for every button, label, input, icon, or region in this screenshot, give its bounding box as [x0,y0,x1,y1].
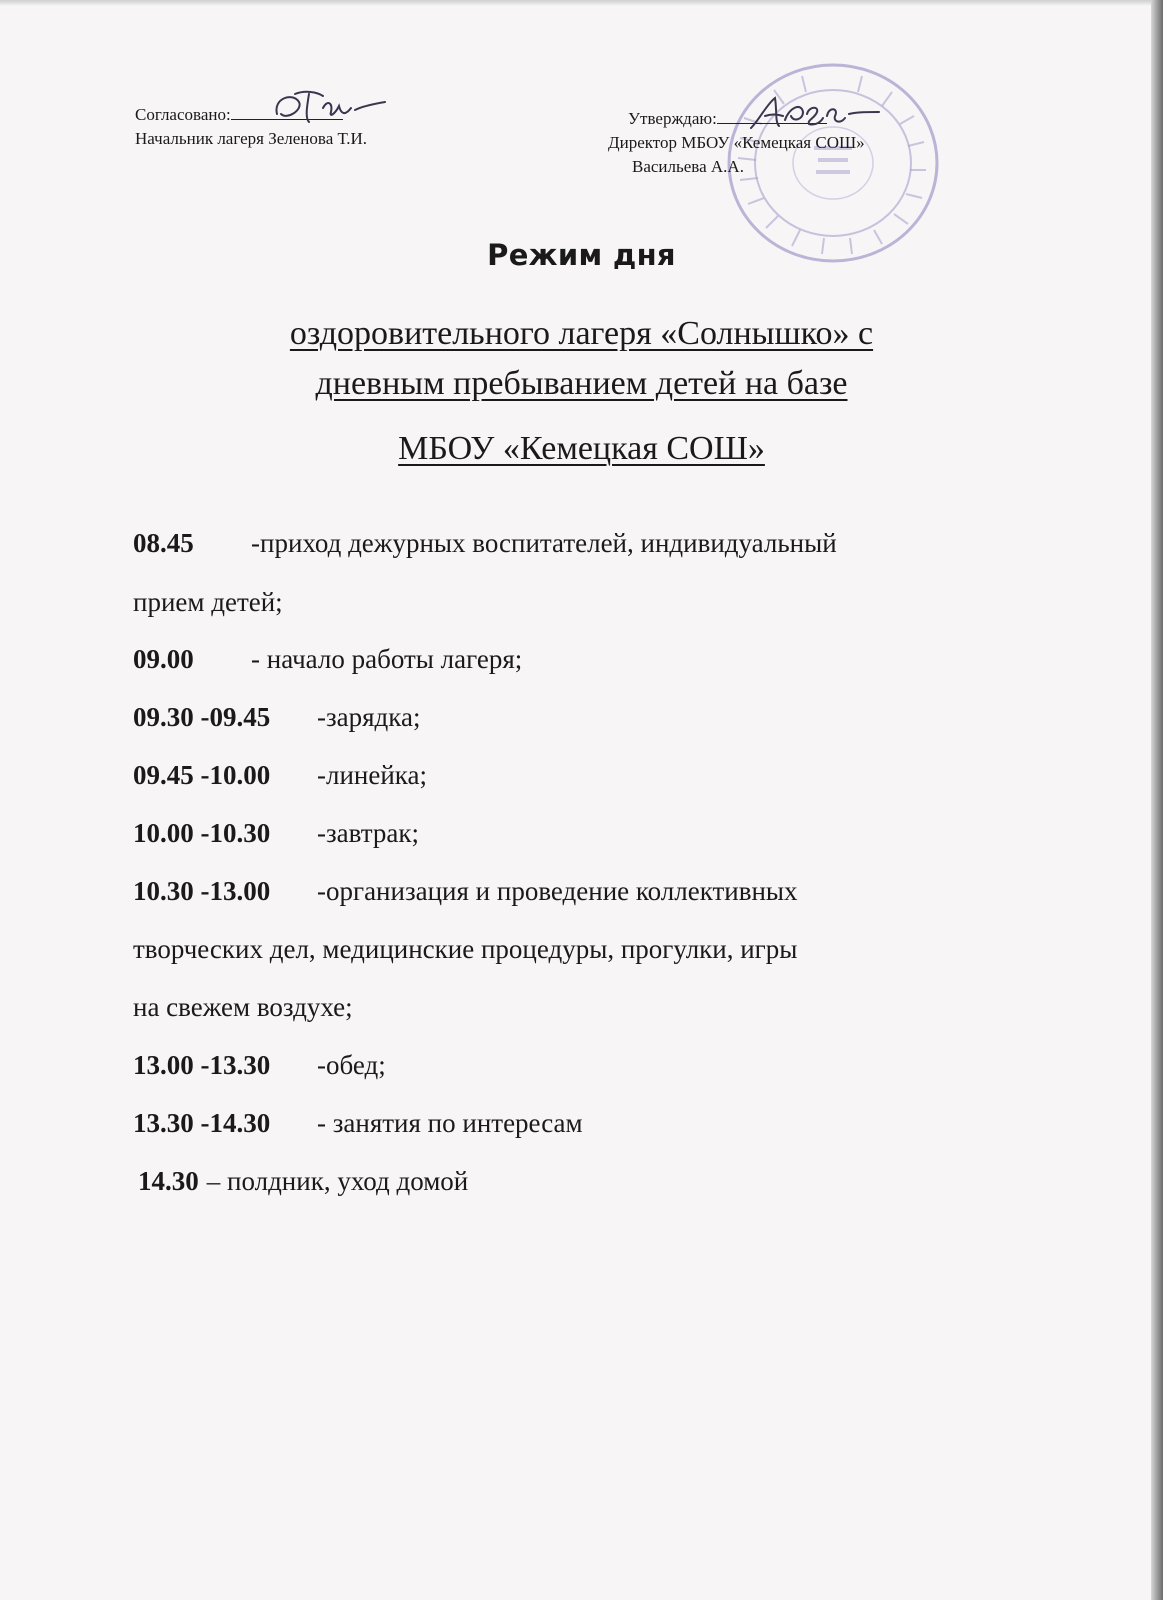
schedule-desc: – полдник, уход домой [206,1166,469,1196]
schedule-desc: -приход дежурных воспитателей, индивидуальный [251,528,837,558]
subtitle-line-2: дневным пребыванием детей на базе [315,365,848,402]
page-title: Режим дня [487,238,676,272]
approval-right-name: Васильева А.А. [632,157,744,176]
schedule-desc-continuation: прием детей; [133,587,283,617]
schedule-desc: -завтрак; [317,818,419,848]
approval-right-label: Утверждаю: [628,109,717,128]
schedule-time: 13.30 -14.30 [133,1108,271,1138]
approval-left-label: Согласовано: [135,105,231,124]
subtitle-line-1: оздоровительного лагеря «Солнышко» с [289,315,874,352]
signature-left [265,84,395,132]
schedule-time: 10.30 -13.00 [133,876,271,906]
schedule-time: 09.00 [133,644,194,674]
schedule-item [133,644,522,675]
schedule-item [133,818,419,849]
schedule-time: 09.45 -10.00 [133,760,271,790]
schedule-time: 10.00 -10.30 [133,818,271,848]
schedule-item [133,702,421,733]
schedule-item [133,760,427,791]
scan-top-edge [0,0,1163,6]
schedule-time: 09.30 -09.45 [133,702,271,732]
schedule-desc: -линейка; [317,760,427,790]
schedule-time: 13.00 -13.30 [133,1050,271,1080]
subtitle-line-3: МБОУ «Кемецкая СОШ» [398,430,765,467]
subtitle-school [0,424,1163,474]
approval-left-position: Начальник лагеря Зеленова Т.И. [135,129,367,148]
signature-right [745,90,885,136]
schedule-item [133,528,837,559]
subtitle-block [0,309,1163,409]
schedule-desc: -зарядка; [317,702,421,732]
approval-right-position: Директор МБОУ «Кемецкая СОШ» [608,133,865,152]
schedule-item [133,876,798,907]
schedule-desc: - начало работы лагеря; [251,644,523,674]
schedule-desc: - занятия по интересам [317,1108,583,1138]
schedule-item [133,1050,386,1081]
schedule-time: 08.45 [133,528,194,558]
schedule-item [133,1108,583,1139]
schedule-time: 14.30 [138,1166,199,1196]
schedule-item [138,1166,468,1197]
schedule-desc: -организация и проведение коллективных [317,876,798,906]
schedule-desc-continuation: творческих дел, медицинские процедуры, прогулки, игры [133,934,798,964]
schedule-desc-continuation: на свежем воздухе; [133,992,353,1022]
schedule-desc: -обед; [317,1050,386,1080]
